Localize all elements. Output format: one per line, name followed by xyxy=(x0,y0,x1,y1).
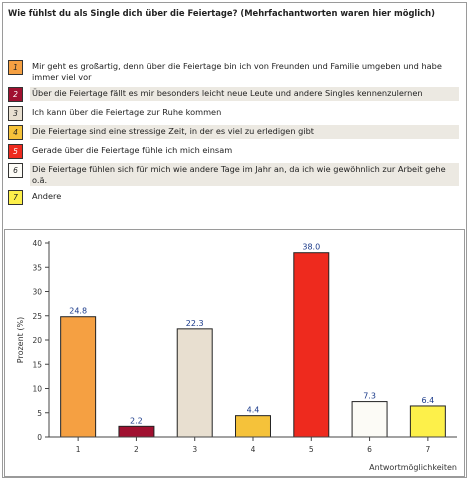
answer-legend xyxy=(8,60,459,209)
answer-swatch-7: 7 xyxy=(8,190,23,205)
answer-item-4 xyxy=(8,125,459,140)
x-tick-label-4: 4 xyxy=(250,445,256,454)
answer-item-1 xyxy=(8,60,459,83)
x-tick-label-1: 1 xyxy=(75,445,81,454)
x-axis-label: Antwortmöglichkeiten xyxy=(369,463,457,472)
bar-value-label-4: 4.4 xyxy=(246,405,260,415)
bar-3 xyxy=(177,329,212,437)
answer-item-2 xyxy=(8,87,459,102)
x-tick-label-7: 7 xyxy=(425,445,431,454)
x-tick-label-3: 3 xyxy=(192,445,198,454)
answer-text-7: Andere xyxy=(32,191,62,201)
y-tick-label-5: 25 xyxy=(32,311,42,321)
answer-item-6 xyxy=(8,163,459,186)
y-axis-label: Prozent (%) xyxy=(16,316,25,364)
answer-text-2: Über die Feiertage fällt es mir besonders leicht neue Leute und andere Singles kennenzulernen xyxy=(30,87,459,101)
answer-text-3: Ich kann über die Feiertage zur Ruhe kommen xyxy=(32,107,222,117)
y-tick-label-6: 30 xyxy=(32,287,42,297)
y-tick-label-4: 20 xyxy=(32,336,42,345)
x-tick-label-2: 2 xyxy=(134,445,139,454)
bar-chart xyxy=(5,230,464,476)
bar-value-label-3: 22.3 xyxy=(185,318,204,328)
bar-value-label-1: 24.8 xyxy=(69,306,88,316)
answer-text-4: Die Feiertage sind eine stressige Zeit, in der es viel zu erledigen gibt xyxy=(30,125,459,139)
answer-swatch-4: 4 xyxy=(8,125,23,140)
answer-item-7 xyxy=(8,190,459,205)
answer-text-1: Mir geht es großartig, denn über die Feiertage bin ich von Freunden und Familie umgeben und habe immer viel vor xyxy=(32,61,442,82)
y-tick-label-0: 0 xyxy=(37,433,42,442)
answer-text-5: Gerade über die Feiertage fühle ich mich einsam xyxy=(32,145,233,155)
y-tick-label-7: 35 xyxy=(32,263,42,273)
answer-swatch-1: 1 xyxy=(8,60,23,75)
bar-7 xyxy=(410,406,445,437)
bar-4 xyxy=(236,416,271,437)
bar-2 xyxy=(119,426,154,437)
answer-swatch-5: 5 xyxy=(8,144,23,159)
survey-question: Wie fühlst du als Single dich über die Feiertage? (Mehrfachantworten waren hier möglich) xyxy=(8,8,435,18)
y-tick-label-1: 5 xyxy=(37,408,42,418)
bar-6 xyxy=(352,402,387,437)
answer-swatch-2: 2 xyxy=(8,87,23,102)
chart-box xyxy=(4,229,465,477)
bar-1 xyxy=(61,317,96,437)
answer-swatch-6: 6 xyxy=(8,163,23,178)
bar-5 xyxy=(294,253,329,437)
y-tick-label-8: 40 xyxy=(32,239,42,248)
bar-value-label-7: 6.4 xyxy=(421,395,435,405)
answer-item-5 xyxy=(8,144,459,159)
bar-value-label-2: 2.2 xyxy=(130,416,143,426)
bar-value-label-5: 38.0 xyxy=(302,242,321,252)
answer-text-6: Die Feiertage fühlen sich für mich wie andere Tage im Jahr an, da ich wie gewöhnlich zur Arbeit gehe o.ä. xyxy=(30,163,459,186)
answer-item-3 xyxy=(8,106,459,121)
y-tick-label-3: 15 xyxy=(32,360,42,370)
bar-value-label-6: 7.3 xyxy=(363,391,376,401)
x-tick-label-6: 6 xyxy=(367,445,372,454)
y-tick-label-2: 10 xyxy=(32,384,42,394)
x-tick-label-5: 5 xyxy=(308,445,314,454)
answer-swatch-3: 3 xyxy=(8,106,23,121)
